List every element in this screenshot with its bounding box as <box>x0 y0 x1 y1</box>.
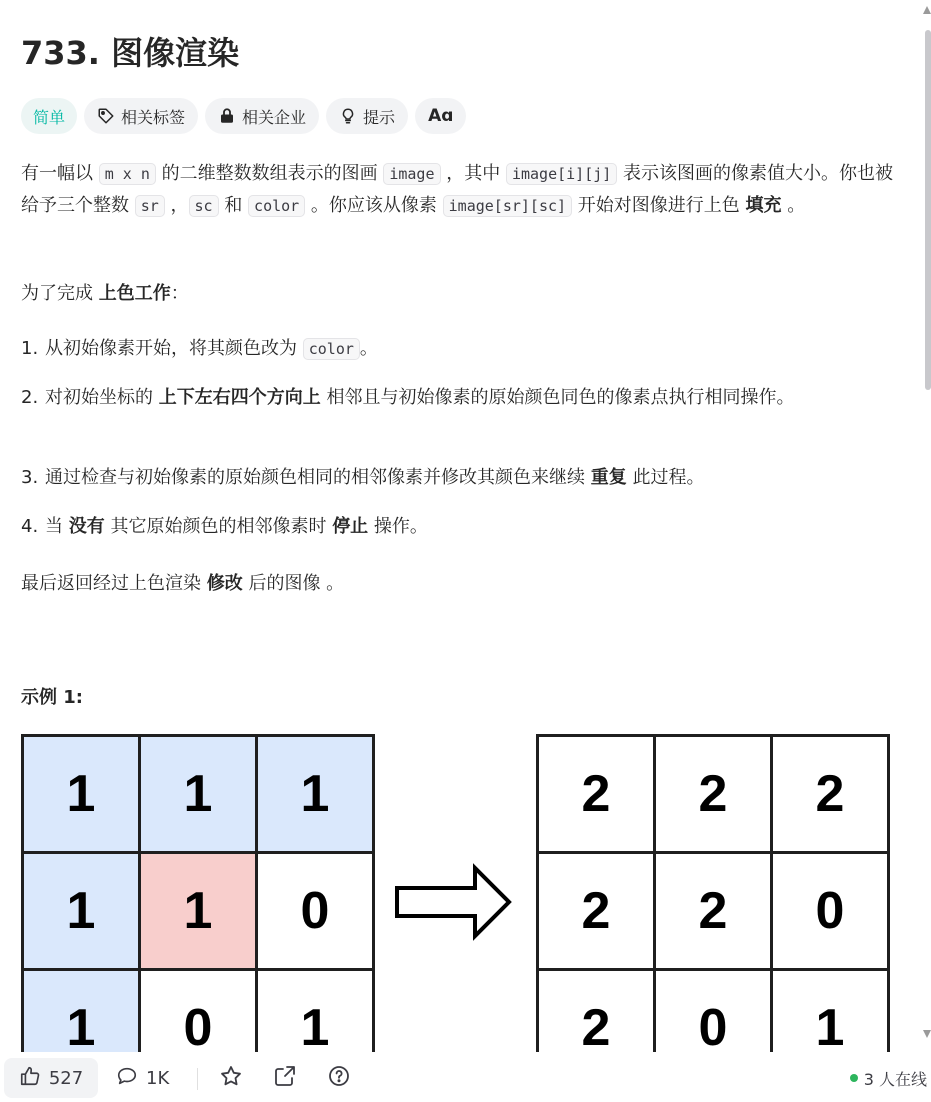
share-icon <box>273 1064 297 1093</box>
favorite-button[interactable] <box>218 1065 244 1091</box>
difficulty-label: 简单 <box>33 107 66 127</box>
grid-cell: 2 <box>656 737 770 851</box>
grid-cell: 1 <box>773 971 887 1052</box>
grid-cell: 2 <box>656 854 770 968</box>
list-item: 3. 通过检查与初始像素的原始颜色相同的相邻像素并修改其颜色来继续 重复 此过程。 <box>21 467 705 488</box>
inline-code: sc <box>189 195 219 217</box>
grid-cell-start: 1 <box>141 854 255 968</box>
example-grid-before <box>21 734 375 1052</box>
grid-cell: 1 <box>141 737 255 851</box>
difficulty-badge[interactable] <box>21 98 77 134</box>
bold-term: 重复 <box>590 467 627 488</box>
grid-cell: 0 <box>141 971 255 1052</box>
list-item: 4. 当 没有 其它原始颜色的相邻像素时 停止 操作。 <box>21 516 428 537</box>
online-indicator <box>850 1058 927 1098</box>
inline-code: color <box>248 195 305 217</box>
comment-count: 1K <box>146 1067 170 1089</box>
online-dot-icon <box>850 1074 858 1082</box>
online-count: 3 人在线 <box>863 1069 927 1089</box>
like-button[interactable] <box>4 1058 98 1098</box>
list-item: 2. 对初始坐标的 上下左右四个方向上 相邻且与初始像素的原始颜色同色的像素点执行相同操作。 <box>21 387 795 408</box>
example-title: 示例 1: <box>21 687 83 708</box>
hint-button[interactable] <box>326 98 408 134</box>
help-button[interactable] <box>326 1065 352 1091</box>
lock-icon <box>218 107 236 125</box>
description-paragraph-2: 为了完成 上色工作： <box>21 283 189 304</box>
grid-cell: 1 <box>24 737 138 851</box>
bold-term: 上色工作 <box>98 283 171 304</box>
divider <box>197 1068 198 1090</box>
grid-cell: 0 <box>656 971 770 1052</box>
hint-label: 提示 <box>363 107 396 127</box>
tag-bar <box>21 98 466 134</box>
inline-code: image[i][j] <box>506 163 617 185</box>
question-circle-icon <box>327 1064 351 1093</box>
bold-term: 上下左右四个方向上 <box>158 387 321 408</box>
list-item: 1. 从初始像素开始，将其颜色改为 color 。 <box>21 338 378 359</box>
grid-cell: 0 <box>258 854 372 968</box>
inline-code: m x n <box>99 163 156 185</box>
share-button[interactable] <box>272 1065 298 1091</box>
tag-icon <box>97 107 115 125</box>
grid-cell: 1 <box>24 971 138 1052</box>
scroll-down-arrow[interactable] <box>923 1030 931 1038</box>
example-grid-after <box>536 734 890 1052</box>
scrollbar-thumb[interactable] <box>925 30 931 390</box>
like-count: 527 <box>48 1067 84 1089</box>
star-icon <box>219 1064 243 1093</box>
bold-term: 停止 <box>332 516 369 537</box>
grid-cell: 2 <box>539 737 653 851</box>
bold-term: 修改 <box>206 573 243 594</box>
inline-code: image[sr][sc] <box>443 195 572 217</box>
related-companies-button[interactable] <box>205 98 319 134</box>
inline-code: image <box>383 163 440 185</box>
grid-cell: 1 <box>258 737 372 851</box>
right-arrow-icon <box>393 862 513 946</box>
comment-icon <box>116 1065 138 1092</box>
action-bar <box>0 1052 931 1102</box>
grid-cell: 1 <box>24 854 138 968</box>
grid-cell: 2 <box>539 971 653 1052</box>
inline-code: color <box>303 338 360 360</box>
description-paragraph-1: 有一幅以 m x n 的二维整数数组表示的图画 image ，其中 image[i][j] 表示该图画的像素值大小。你也被给予三个整数 sr ， sc 和 color 。你应该从像素 image[sr][sc] 开始对图像进行上色 填充 。 <box>21 163 894 216</box>
description-paragraph-3: 最后返回经过上色渲染 修改 后的图像 。 <box>21 573 345 594</box>
inline-code: sr <box>135 195 165 217</box>
grid-cell: 2 <box>539 854 653 968</box>
comment-button[interactable] <box>116 1058 169 1098</box>
page-title: 733. 图像渲染 <box>21 34 240 72</box>
related-tags-button[interactable] <box>84 98 198 134</box>
grid-cell: 2 <box>773 737 887 851</box>
grid-cell: 0 <box>773 854 887 968</box>
bold-term: 没有 <box>68 516 105 537</box>
scroll-up-arrow[interactable] <box>923 6 931 14</box>
lightbulb-icon <box>339 107 357 125</box>
thumbs-up-icon <box>19 1065 41 1092</box>
translate-button[interactable] <box>415 98 466 134</box>
translate-icon: Aɑ <box>428 106 454 126</box>
bold-term: 填充 <box>745 195 782 216</box>
related-companies-label: 相关企业 <box>242 107 307 127</box>
grid-cell: 1 <box>258 971 372 1052</box>
related-tags-label: 相关标签 <box>121 107 186 127</box>
